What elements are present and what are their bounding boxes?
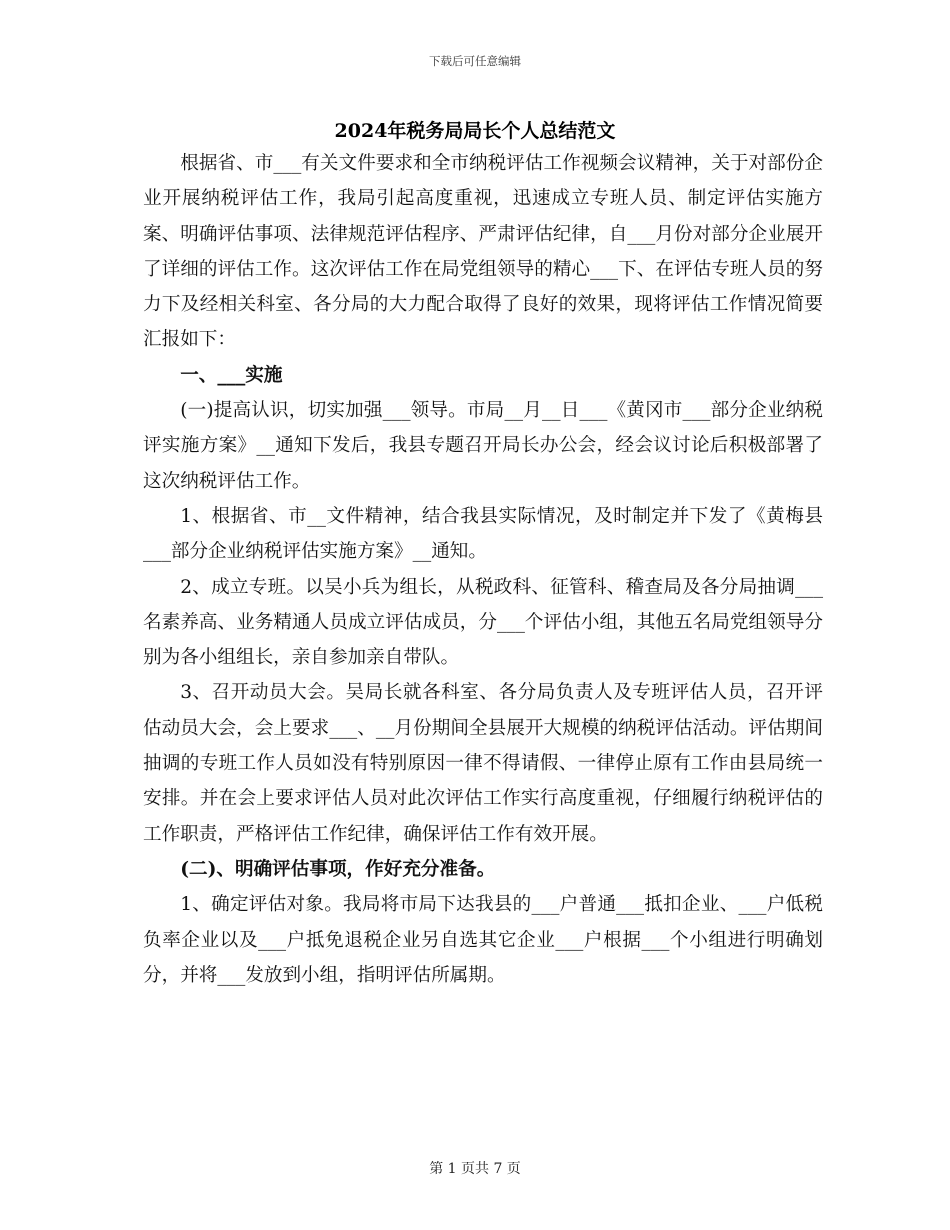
section-heading-implementation: 一、___实施 bbox=[180, 364, 283, 386]
paragraph-determine-targets: 1、确定评估对象。我局将市局下达我县的___户普通___抵扣企业、___户低税负率企业以及___户抵免退税企业另自选其它企业___户根据___个小组进行明确划分，并将___发放到小组，指明评估所属期。 bbox=[143, 894, 823, 986]
paragraph-item-2: 2、成立专班。以吴小兵为组长，从税政科、征管科、稽查局及各分局抽调___名素养高、业务精通人员成立评估成员，分___个评估小组，其他五名局党组领导分别为各小组组长，亲自参加亲自带队。 bbox=[143, 576, 823, 669]
paragraph-intro: 根据省、市___有关文件要求和全市纳税评估工作视频会议精神，关于对部份企业开展纳税评估工作，我局引起高度重视，迅速成立专班人员、制定评估实施方案、明确评估事项、法律规范评估程序、严肃评估纪律，自___月份对部分企业展开了详细的评估工作。这次评估工作在局党组领导的精心___下、在评估专班人员的努力下及经相关科室、各分局的大力配合取得了良好的效果，现将评估工作情况简要汇报如下： bbox=[143, 153, 823, 351]
paragraph-item-3: 3、召开动员大会。吴局长就各科室、各分局负责人及专班评估人员，召开评估动员大会，会上要求___、__月份期间全县展开大规模的纳税评估活动。评估期间抽调的专班工作人员如没有特别原因一律不得请假、一律停止原有工作由县局统一安排。并在会上要求评估人员对此次评估工作实行高度重视，仔细履行纳税评估的工作职责，严格评估工作纪律，确保评估工作有效开展。 bbox=[143, 682, 823, 845]
document-title: 2024年税务局局长个人总结范文 bbox=[334, 120, 616, 142]
document-body bbox=[143, 146, 823, 993]
paragraph-item-1: 1、根据省、市__文件精神，结合我县实际情况，及时制定并下发了《黄梅县___部分企业纳税评估实施方案》__通知。 bbox=[143, 505, 823, 563]
subsection-heading-clarify: (二)、明确评估事项，作好充分准备。 bbox=[180, 858, 496, 880]
page-footer-number: 第 1 页共 7 页 bbox=[429, 1161, 521, 1177]
paragraph-raise-awareness: (一)提高认识，切实加强___领导。市局__月__日___《黄冈市___部分企业纳税评实施方案》__通知下发后，我县专题召开局长办公会，经会议讨论后积极部署了这次纳税评估工作。 bbox=[143, 400, 823, 492]
page-header-note: 下载后可任意编辑 bbox=[429, 54, 521, 68]
